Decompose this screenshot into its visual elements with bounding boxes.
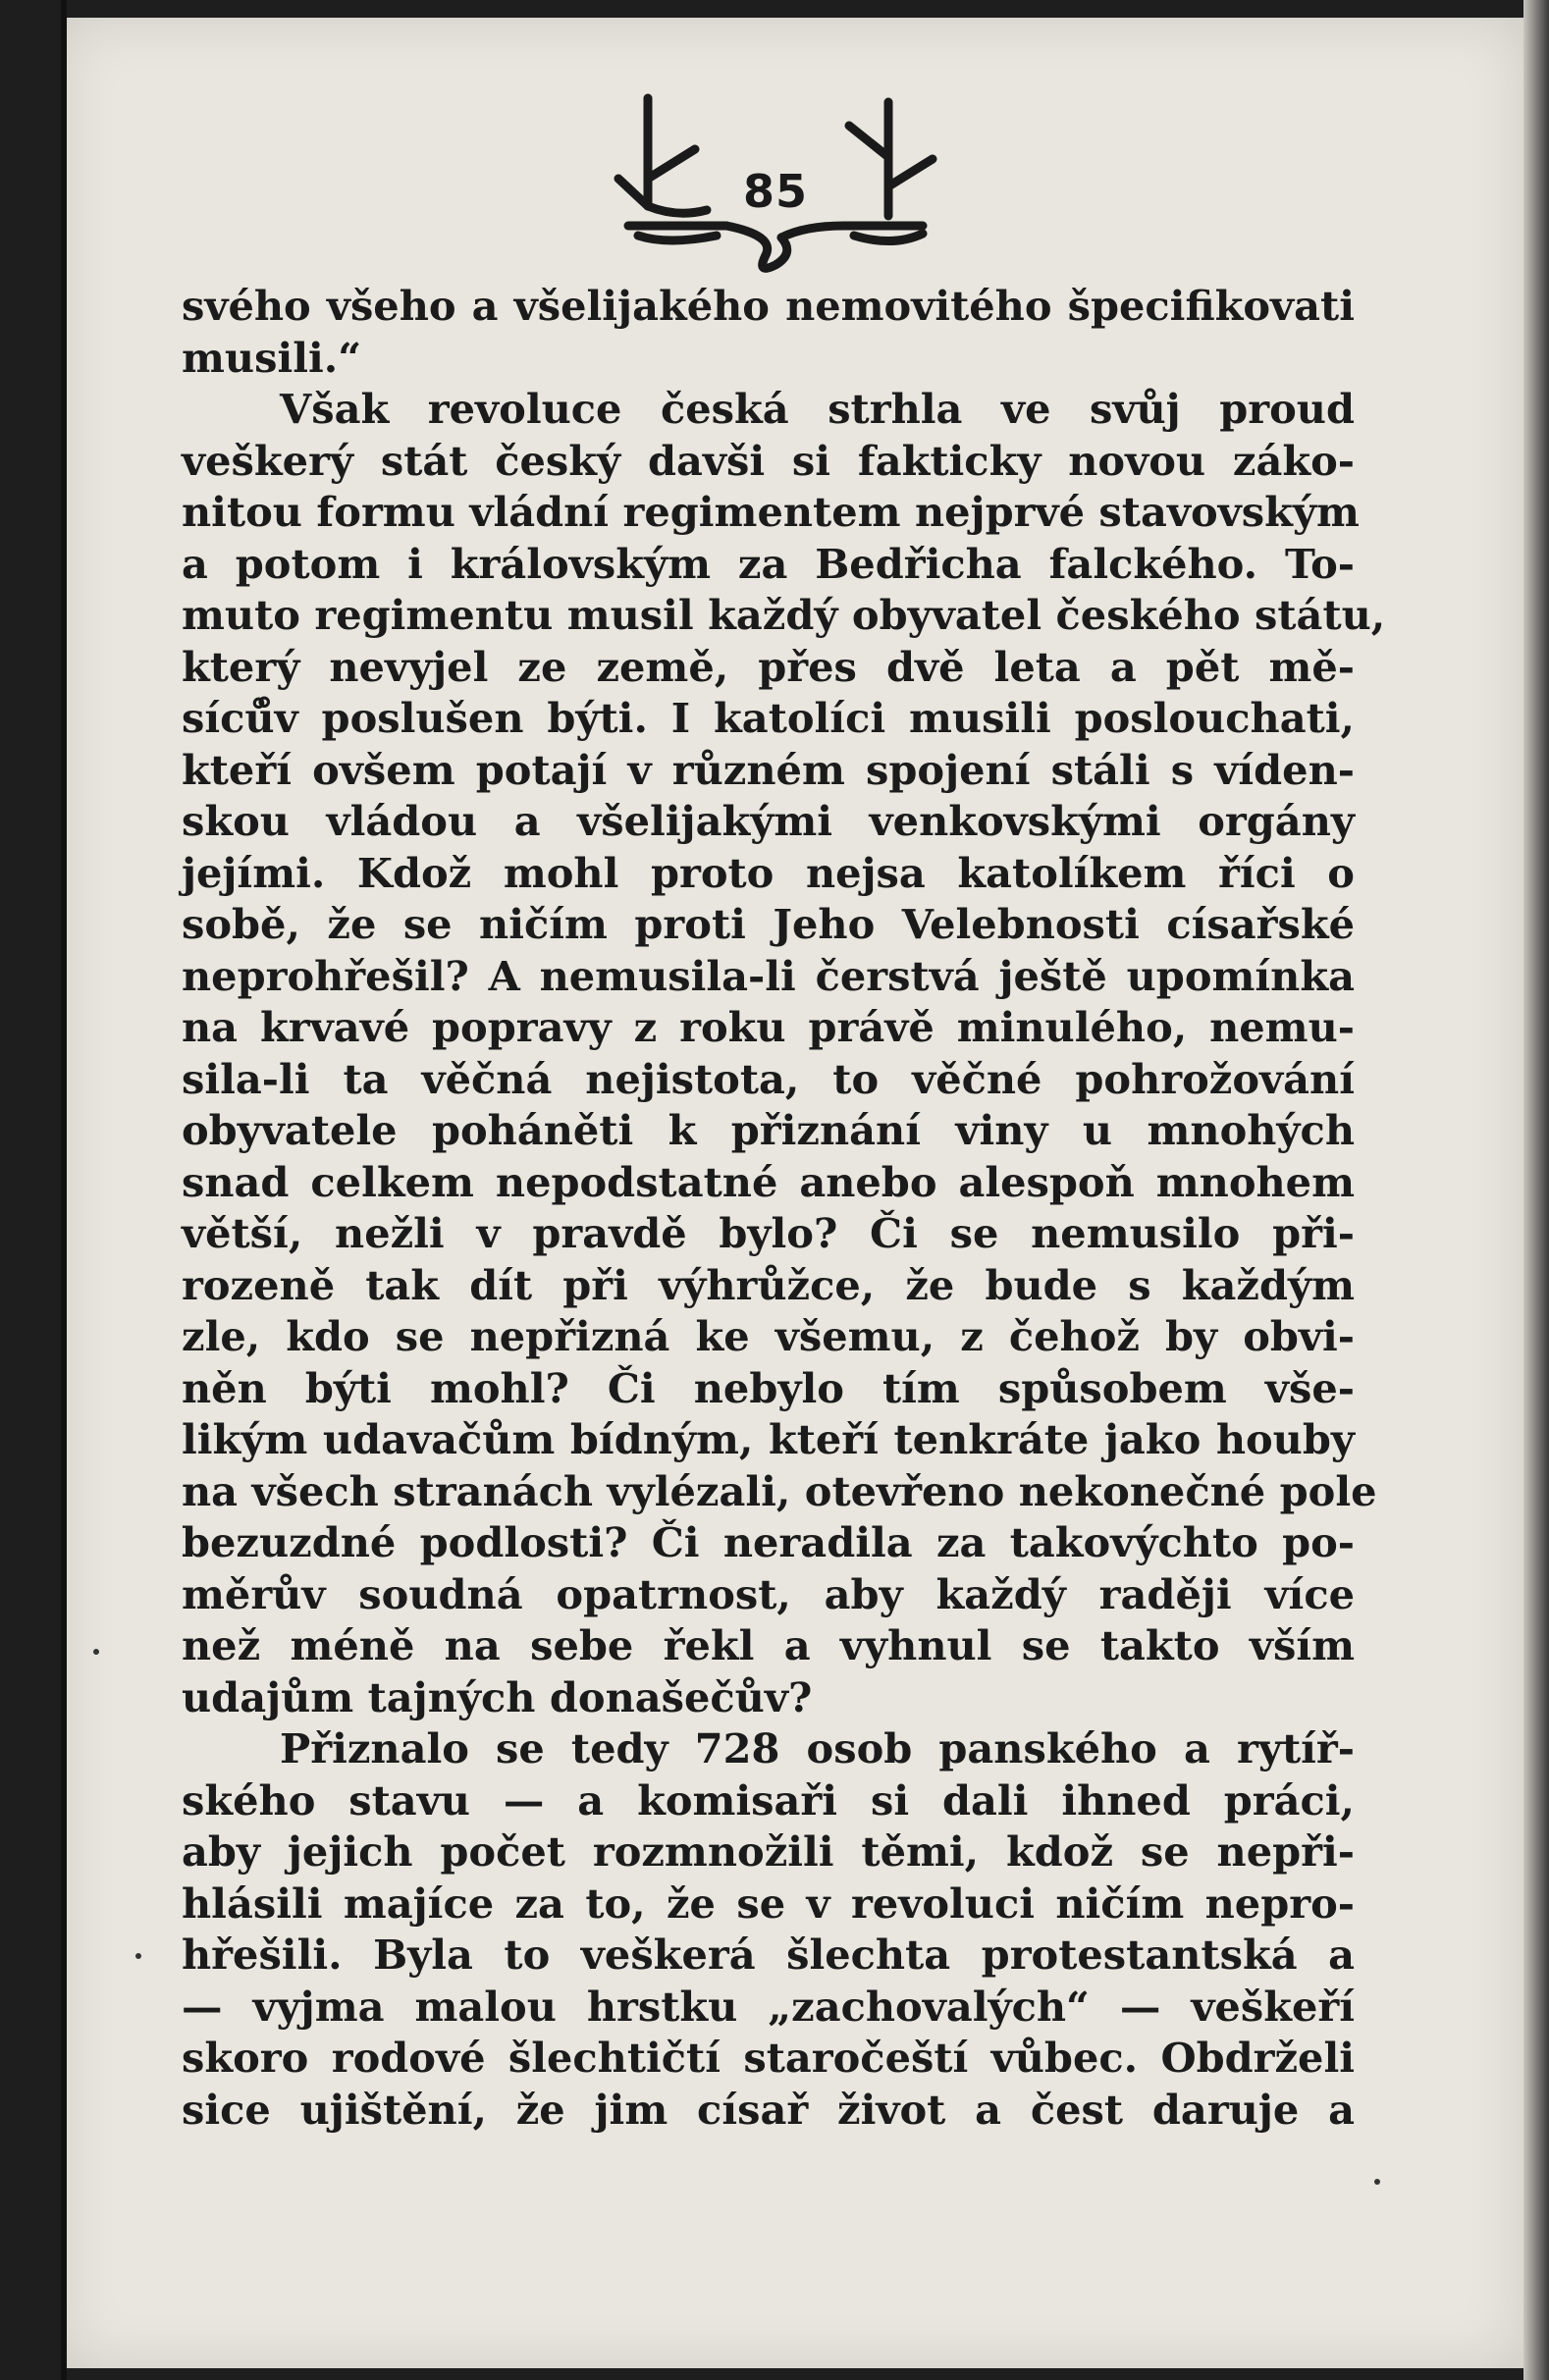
text-line: na krvavé popravy z roku právě minulého, nemu-: [182, 1003, 1355, 1051]
text-line: Však revoluce česká strhla ve svůj proud: [280, 385, 1355, 433]
text-line: udajům tajných donašečův?: [182, 1672, 813, 1721]
text-line: veškerý stát český davši si fakticky novou záko-: [182, 436, 1355, 485]
text-line: sila-li ta věčná nejistota, to věčné pohrožování: [182, 1054, 1355, 1103]
text-line: síců̊v poslušen býti. I katolíci musili poslouchati,: [182, 694, 1355, 742]
text-line: větší, nežli v pravdě bylo? Či se nemusilo při-: [182, 1209, 1355, 1257]
text-line: skou vládou a všelijakými venkovskými orgány: [182, 797, 1355, 845]
speck: [1374, 2179, 1380, 2185]
text-line: likým udavačům bídným, kteří tenkráte jako houby: [182, 1415, 1355, 1463]
text-line: obyvatele poháněti k přiznání viny u mnohých: [182, 1106, 1355, 1154]
text-line: skoro rodové šlechtičtí staročeští vůbec. Obdrželi: [182, 2034, 1355, 2082]
text-line: a potom i královským za Bedřicha falckého. To-: [182, 539, 1355, 588]
text-line: bezuzdné podlosti? Či neradila za takovýchto po-: [182, 1518, 1355, 1566]
page-header: [609, 88, 942, 275]
speck: [135, 1953, 141, 1959]
text-line: něn býti mohl? Či nebylo tím spůsobem vše-: [182, 1363, 1355, 1412]
text-line: na všech stranách vylézali, otevřeno nekonečné pole: [182, 1466, 1377, 1515]
text-line: musili.“: [182, 333, 362, 382]
speck: [93, 1649, 99, 1655]
page-edge-shadow: [1523, 0, 1549, 2380]
text-line: aby jejich počet rozmnožili těmi, kdož se nepři-: [182, 1827, 1355, 1876]
text-line: měrův soudná opatrnost, aby každý raději více: [182, 1569, 1355, 1618]
text-line: kteří ovšem potají v různém spojení stáli s víden-: [182, 745, 1355, 794]
page-number: 85: [742, 165, 808, 218]
page-edge: [61, 0, 67, 2380]
text-line: — vyjma malou hrstku „zachovalých“ — veškeří: [182, 1982, 1355, 2031]
text-line: Přiznalo se tedy 728 osob panského a rytíř-: [280, 1724, 1355, 1772]
text-line: zle, kdo se nepřizná ke všemu, z čehož by obvi-: [182, 1312, 1355, 1360]
text-line: nitou formu vládní regimentem nejprvé stavovským: [182, 488, 1360, 536]
text-line: neprohřešil? A nemusila-li čerstvá ještě upomínka: [182, 951, 1355, 1000]
text-line: svého všeho a všelijakého nemovitého špecifikovati: [182, 282, 1355, 330]
body-text: [182, 281, 1386, 2136]
text-line: než méně na sebe řekl a vyhnul se takto vším: [182, 1621, 1355, 1669]
text-line: muto regimentu musil každý obyvatel českého státu,: [182, 591, 1386, 639]
text-line: rozeně tak dít při výhrůžce, že bude s každým: [182, 1260, 1355, 1309]
text-line: který nevyjel ze země, přes dvě leta a pět mě-: [182, 642, 1355, 691]
text-line: ského stavu — a komisaři si dali ihned práci,: [182, 1775, 1355, 1825]
text-line: sobě, že se ničím proti Jeho Velebnosti císařské: [182, 900, 1355, 948]
text-line: snad celkem nepodstatné anebo alespoň mnohem: [182, 1157, 1355, 1206]
text-line: jejími. Kdož mohl proto nejsa katolíkem říci o: [182, 848, 1355, 897]
text-line: hřešili. Byla to veškerá šlechta protestantská a: [182, 1930, 1355, 1979]
text-line: sice ujištění, že jim císař život a čest daruje a: [182, 2085, 1355, 2134]
text-line: hlásili majíce za to, že se v revoluci ničím nepro-: [182, 1878, 1355, 1928]
